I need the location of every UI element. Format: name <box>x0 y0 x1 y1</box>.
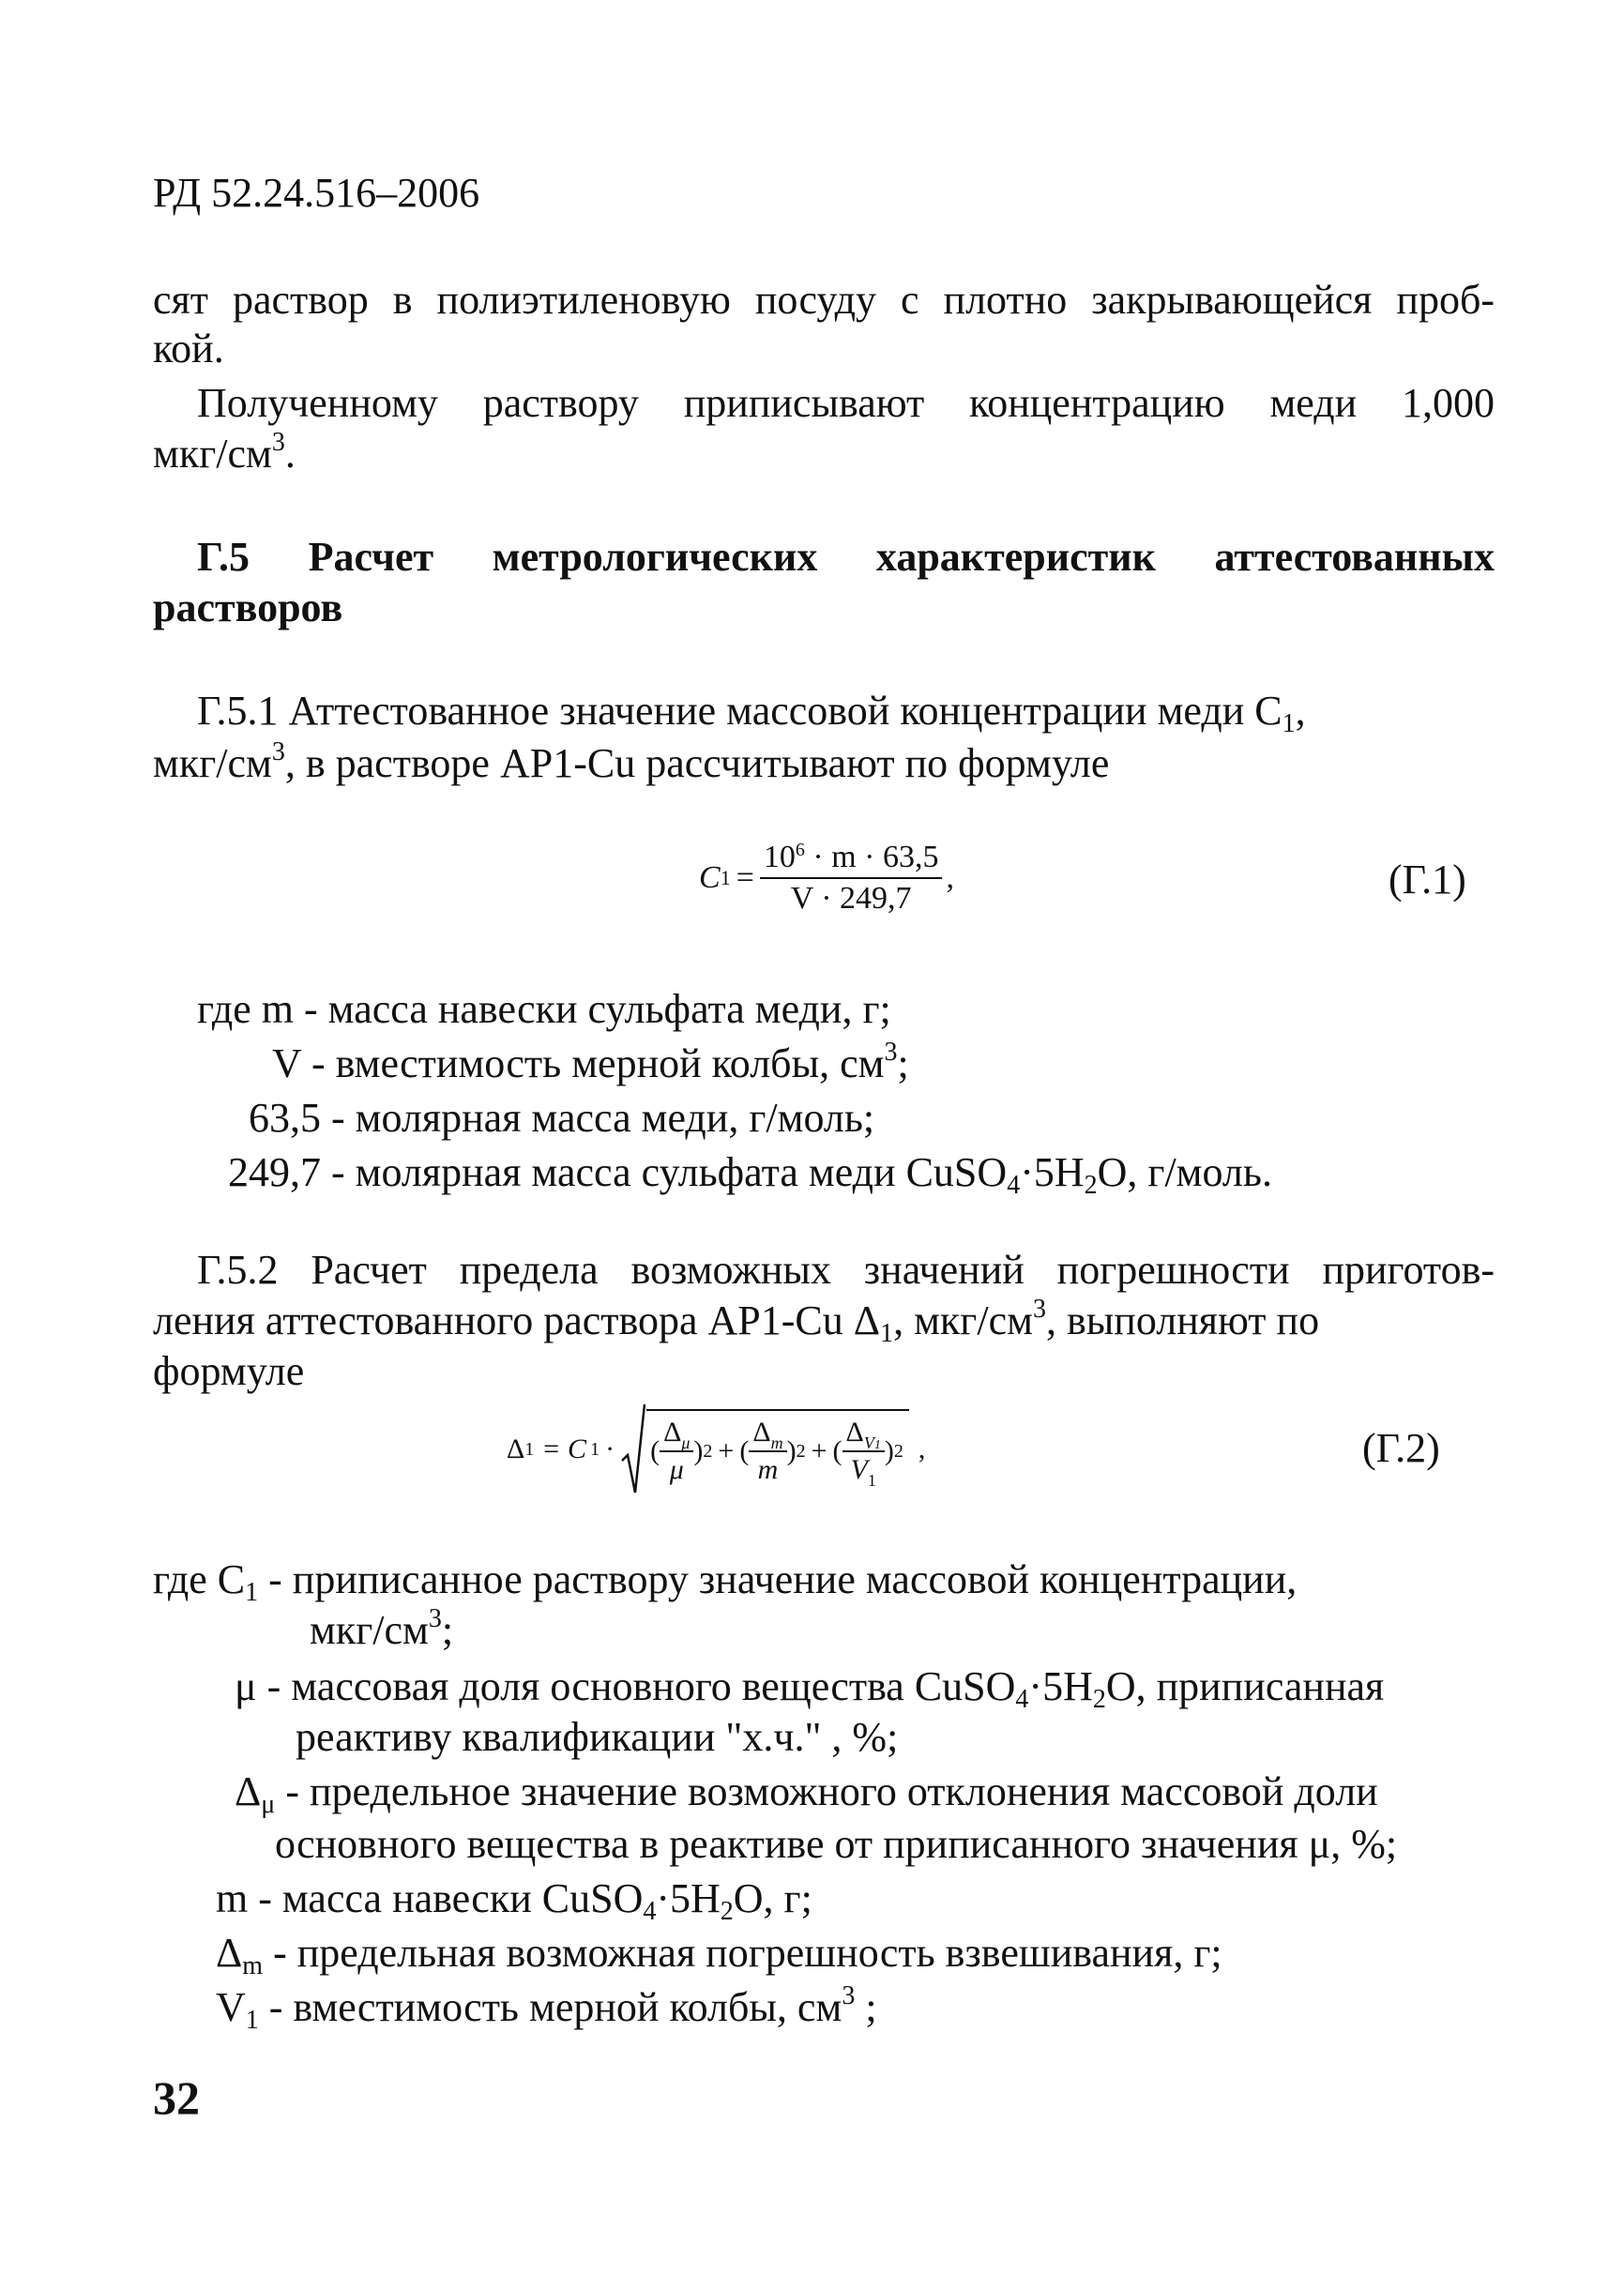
formula-label: (Г.1) <box>1389 857 1466 902</box>
definition-row: $V_1$ - вместимость мерной колбы, $см^3$ ; <box>216 1981 877 2035</box>
definition-row: реактиву квалификации "х.ч." , %; <box>296 1714 899 1760</box>
section-heading: Г.5 Расчет метрологических характеристик аттестованных <box>197 534 1495 580</box>
definition-row: основного вещества в реактиве от приписанного значения μ, %; <box>275 1821 1398 1867</box>
paragraph-line: формуле <box>153 1348 305 1394</box>
formula-g2: Δ 1 = C 1 · ( $\frac{\Delta_\mu}{\mu}$ ) 2 + ( $\frac{\Delta_m}{m}$ ) 2 + ( $\frac{\Delta_{V1}}{V_1}$ ) 2 , <box>507 1398 925 1501</box>
definition-row: где $C_1$ - приписанное раствору значение массовой концентрации, <box>153 1556 1298 1607</box>
definition-row: V - вместимость мерной колбы, $см^3$; <box>272 1038 909 1086</box>
paragraph-line: сят раствор в полиэтиленовую посуду с плотно закрывающейся проб- <box>153 277 1495 323</box>
section-heading: растворов <box>153 584 343 630</box>
square-root: ( $\frac{\Delta_\mu}{\mu}$ ) 2 + ( $\frac{\Delta_m}{m}$ ) 2 + ( $\frac{\Delta_{V1}}{V_1}$ ) 2 <box>620 1403 909 1496</box>
formula-label: (Г.2) <box>1362 1425 1440 1471</box>
definition-row: мкг/$см^3$; <box>310 1604 454 1653</box>
definition-row: $\Delta_\mu$ - предельное значение возможного отклонения массовой доли <box>235 1768 1378 1819</box>
formula-g1: C 1 = $\frac{10^6 \cdot m \cdot 63,5}{V \cdot 249,7}$ , <box>699 840 954 916</box>
definition-row: 63,5 - молярная масса меди, г/моль; <box>249 1095 875 1141</box>
paragraph-line: кой. <box>153 326 224 372</box>
definition-row: где m - масса навески сульфата меди, г; <box>197 986 891 1032</box>
fraction: $\frac{10^6 \cdot m \cdot 63,5}{V \cdot 249,7}$ <box>760 840 943 917</box>
definition-row: μ - массовая доля основного вещества $CuSO_4\cdot 5H_2O$, приписанная <box>235 1663 1385 1714</box>
document-code: РД 52.24.516–2006 <box>153 170 480 216</box>
paragraph-line: мкг/$см^3$, в растворе АР1-Cu рассчитывают по формуле <box>153 737 1110 786</box>
paragraph-line: Г.5.2 Расчет предела возможных значений погрешности приготов- <box>197 1247 1495 1293</box>
paragraph-line: Полученному раствору приписывают концентрацию меди 1,000 <box>197 380 1495 426</box>
definition-row: $\Delta_m$ - предельная возможная погрешность взвешивания, г; <box>216 1930 1222 1980</box>
definition-row: m - масса навески $CuSO_4\cdot 5H_2O$, г; <box>216 1875 812 1926</box>
paragraph-line: мкг/$см^3$. <box>153 428 296 477</box>
definition-row: 249,7 - молярная масса сульфата меди $CuSO_4\cdot 5H_2O$, г/моль. <box>228 1149 1272 1200</box>
radical-sign-icon <box>620 1403 646 1496</box>
paragraph-line: ления аттестованного раствора АР1-Cu $\Delta_1$, мкг/$см^3$, выполняют по <box>153 1295 1320 1348</box>
paragraph-line: Г.5.1 Аттестованное значение массовой концентрации меди $С_1$, <box>197 688 1306 738</box>
page-number: 32 <box>153 2071 200 2124</box>
